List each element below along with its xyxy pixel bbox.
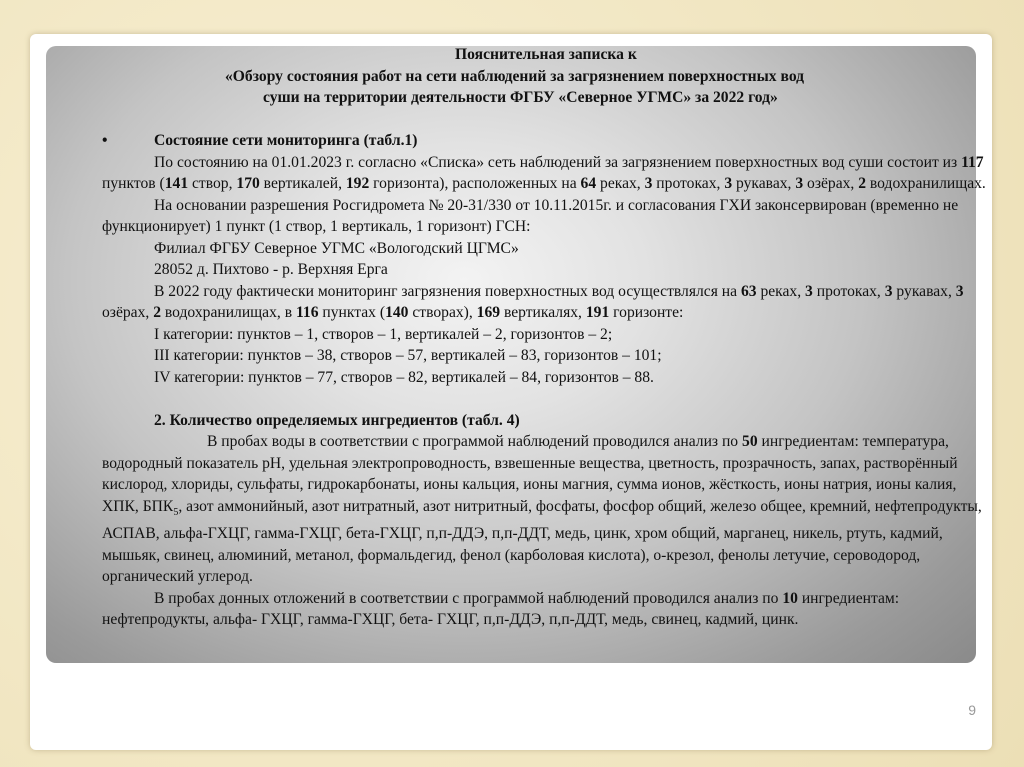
title-line-3: суши на территории деятельности ФГБУ «Северное УГМС» за 2022 год»	[263, 89, 778, 106]
section-1-station: 28052 д. Пихтово - р. Верхняя Ерга	[154, 261, 388, 278]
title-line-2: «Обзору состояния работ на сети наблюдений за загрязнением поверхностных вод	[225, 67, 805, 85]
section-2-paragraph-1: В пробах воды в соответствии с программой наблюдений проводился анализ по 50 ингредиентам: температура, водородный показатель pH, удельная электропроводность, взвешенные вещества, цветность, прозрачность, запах, растворённый кислород, хлориды, сульфаты, гидрокарбонаты, ионы кальция, ионы магния, сумма ионов, жёсткость, ионы натрия, ионы калия, ХПК, $БПК_5$, азот аммонийный, азот нитратный, азот нитритный, фосфаты, фосфор общий, железо общее, кремний, нефтепродукты, АСПАВ, альфа-ГХЦГ, гамма-ГХЦГ, бета-ГХЦГ, п,п-ДДЭ, п,п-ДДТ, медь, цинк, хром общий, марганец, никель, ртуть, кадмий, мышьяк, свинец, алюминий, метанол, формальдегид, фенол (карболовая кислота), о-крезол, фенолы летучие, сероводород, органический углерод.	[102, 433, 982, 586]
category-1: I категории: пунктов – 1, створов – 1, вертикалей – 2, горизонтов – 2;	[154, 325, 613, 343]
title-line-1: Пояснительная записка к	[455, 46, 637, 63]
section-1-heading	[102, 130, 992, 152]
page-number: 9	[968, 702, 976, 718]
section-2-heading: 2. Количество определяемых ингредиентов (табл. 4)	[154, 411, 520, 429]
section-1-paragraph-5: В 2022 году фактически мониторинг загрязнения поверхностных вод осуществлялся на 63 реках, 3 протоках, 3 рукавах, 3 озёрах, 2 водохранилищах, в 116 пунктах (140 створах), 169 вертикалях, 191 горизонте:	[102, 282, 964, 321]
section-1-branch: Филиал ФГБУ Северное УГМС «Вологодский ЦГМС»	[154, 239, 519, 257]
section-1-heading-text: Состояние сети мониторинга (табл.1)	[154, 132, 418, 149]
bullet: •	[102, 132, 108, 149]
section-2-paragraph-2: В пробах донных отложений в соответствии с программой наблюдений проводился анализ по 10 ингредиентам: нефтепродукты, альфа- ГХЦГ, гамма-ГХЦГ, бета- ГХЦГ, п,п-ДДЭ, п,п-ДДТ, медь, свинец, кадмий, цинк.	[102, 589, 900, 629]
section-1-paragraph-1: По состоянию на 01.01.2023 г. согласно «Списка» сеть наблюдений за загрязнением поверхностных вод суши состоит из 117 пунктов (141 створ, 170 вертикалей, 192 горизонта), расположенных на 64 реках, 3 протоках, 3 рукавах, 3 озёрах, 2 водохранилищах.	[102, 153, 986, 192]
slide-content	[102, 44, 992, 631]
category-4: IV категории: пунктов – 77, створов – 82, вертикалей – 84, горизонтов – 88.	[154, 368, 654, 386]
category-3: III категории: пунктов – 38, створов – 57, вертикалей – 83, горизонтов – 101;	[154, 347, 662, 364]
note-title	[102, 44, 992, 109]
section-1-paragraph-2: На основании разрешения Росгидромета № 20-31/330 от 10.11.2015г. и согласования ГХИ законсервирован (временно не функционирует) 1 пункт (1 створ, 1 вертикаль, 1 горизонт) ГСН:	[102, 196, 959, 235]
